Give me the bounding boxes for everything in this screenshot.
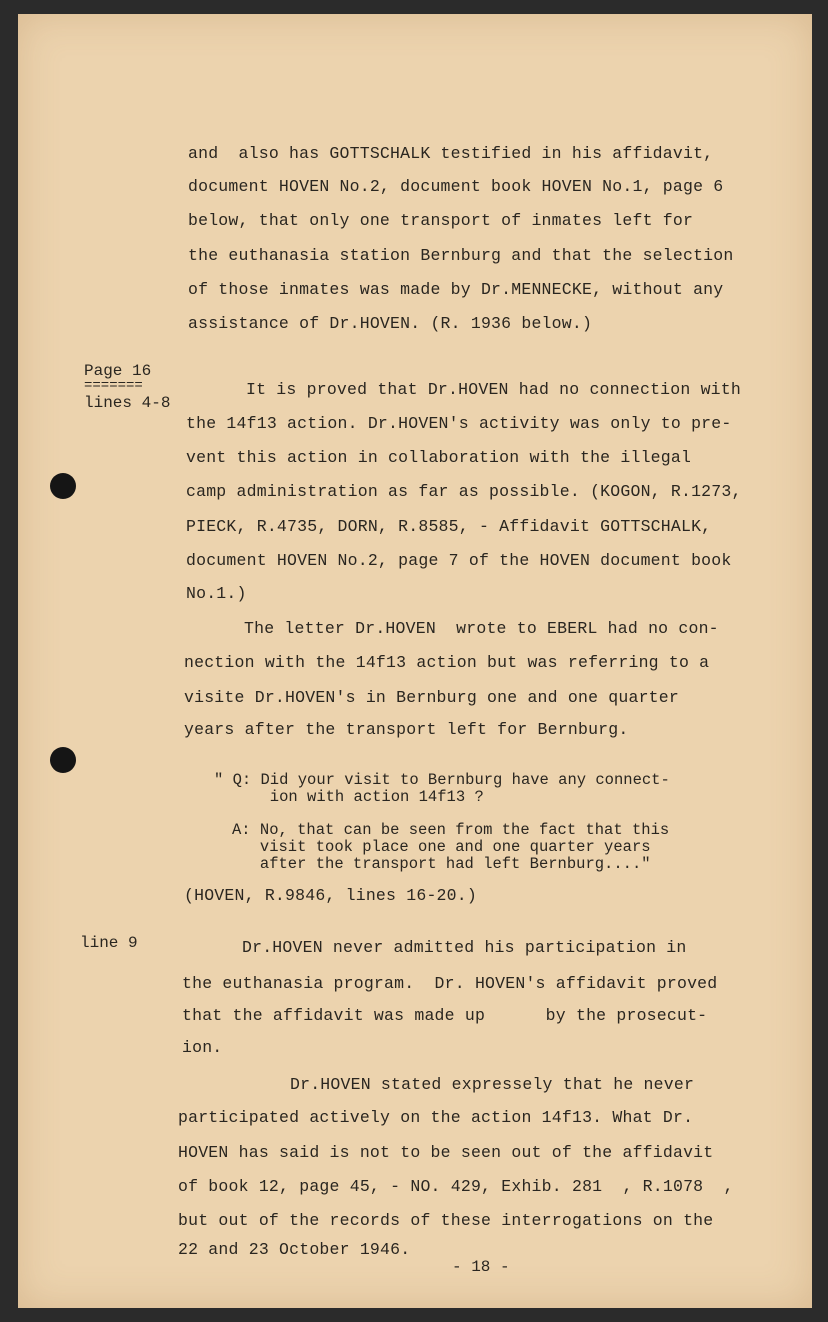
page-number: - 18 - xyxy=(452,1258,510,1276)
text-line: that the affidavit was made up by the prosecut- xyxy=(182,1006,708,1025)
text-line: No.1.) xyxy=(186,584,247,603)
quote-answer-line: A: No, that can be seen from the fact that this xyxy=(232,821,670,839)
text-line: below, that only one transport of inmates left for xyxy=(188,211,694,230)
margin-note-line-9: line 9 xyxy=(80,934,138,952)
text-line: vent this action in collaboration with the illegal xyxy=(186,448,692,467)
text-line: document HOVEN No.2, page 7 of the HOVEN document book xyxy=(186,551,732,570)
text-line: Dr.HOVEN never admitted his participation in xyxy=(242,938,687,957)
text-line: camp administration as far as possible. (KOGON, R.1273, xyxy=(186,482,742,501)
quote-answer-line: visit took place one and one quarter years xyxy=(232,838,651,856)
margin-note-rule: ======= xyxy=(84,378,143,394)
document-page xyxy=(18,14,812,1308)
text-line: the euthanasia program. Dr. HOVEN's affidavit proved xyxy=(182,974,718,993)
text-line: HOVEN has said is not to be seen out of the affidavit xyxy=(178,1143,714,1162)
text-line: The letter Dr.HOVEN wrote to EBERL had no con- xyxy=(244,619,719,638)
text-line: participated actively on the action 14f13. What Dr. xyxy=(178,1108,694,1127)
quote-question-line: " Q: Did your visit to Bernburg have any connect- xyxy=(214,771,670,789)
text-line: nection with the 14f13 action but was referring to a xyxy=(184,653,710,672)
text-line: but out of the records of these interrogations on the xyxy=(178,1211,714,1230)
margin-note-lines: lines 4-8 xyxy=(84,394,171,412)
quote-question-line: ion with action 14f13 ? xyxy=(214,788,484,806)
text-line: assistance of Dr.HOVEN. (R. 1936 below.) xyxy=(188,314,593,333)
text-line: of book 12, page 45, - NO. 429, Exhib. 281 , R.1078 , xyxy=(178,1177,734,1196)
text-line: the 14f13 action. Dr.HOVEN's activity was only to pre- xyxy=(186,414,732,433)
punch-hole-top xyxy=(50,473,76,499)
text-line: It is proved that Dr.HOVEN had no connection with xyxy=(246,380,741,399)
text-line: of those inmates was made by Dr.MENNECKE, without any xyxy=(188,280,724,299)
text-line: ion. xyxy=(182,1038,223,1057)
quote-answer-line: after the transport had left Bernburg...." xyxy=(232,855,651,873)
text-line: Dr.HOVEN stated expressely that he never xyxy=(290,1075,695,1094)
text-line: and also has GOTTSCHALK testified in his affidavit, xyxy=(188,144,714,163)
margin-note-page: Page 16 xyxy=(84,362,152,380)
text-line: document HOVEN No.2, document book HOVEN No.1, page 6 xyxy=(188,177,724,196)
text-line: visite Dr.HOVEN's in Bernburg one and one quarter xyxy=(184,688,679,707)
text-line: years after the transport left for Bernburg. xyxy=(184,720,629,739)
citation: (HOVEN, R.9846, lines 16-20.) xyxy=(184,886,477,905)
text-line: PIECK, R.4735, DORN, R.8585, - Affidavit GOTTSCHALK, xyxy=(186,517,712,536)
text-line: 22 and 23 October 1946. xyxy=(178,1240,411,1259)
punch-hole-bottom xyxy=(50,747,76,773)
text-line: the euthanasia station Bernburg and that the selection xyxy=(188,246,734,265)
